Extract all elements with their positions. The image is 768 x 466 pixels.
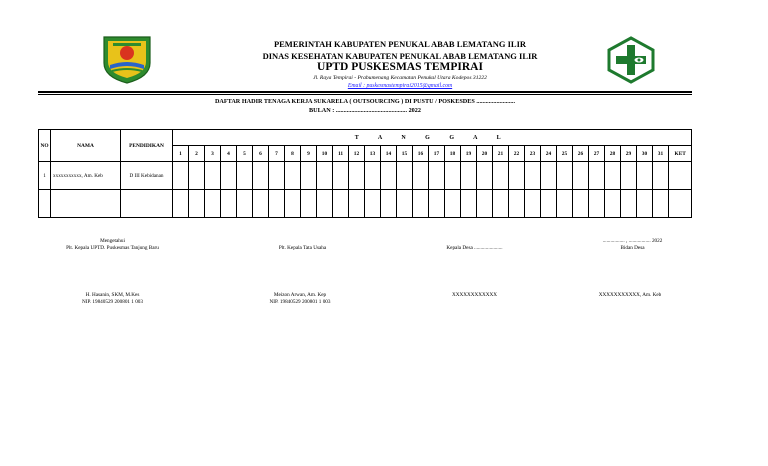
- day-header: 8: [285, 146, 301, 162]
- day-header: 10: [317, 146, 333, 162]
- day-header: 24: [541, 146, 557, 162]
- attendance-cell[interactable]: [653, 190, 669, 218]
- attendance-cell[interactable]: [413, 162, 429, 190]
- column-header-nama: NAMA: [51, 130, 121, 162]
- day-header: 3: [205, 146, 221, 162]
- cell-no: [39, 190, 51, 218]
- attendance-cell[interactable]: [605, 190, 621, 218]
- attendance-cell[interactable]: [301, 190, 317, 218]
- attendance-cell[interactable]: [333, 162, 349, 190]
- attendance-cell[interactable]: [557, 162, 573, 190]
- sig-kepala-uptd-nip: NIP. 19840529 200801 1 003: [82, 299, 143, 305]
- column-header-pendidikan: PENDIDIKAN: [121, 130, 173, 162]
- attendance-cell[interactable]: [317, 162, 333, 190]
- attendance-cell[interactable]: [637, 190, 653, 218]
- attendance-cell[interactable]: [413, 190, 429, 218]
- attendance-cell[interactable]: [237, 162, 253, 190]
- attendance-cell[interactable]: [205, 162, 221, 190]
- header-rule-thin: [38, 94, 692, 95]
- attendance-cell[interactable]: [461, 190, 477, 218]
- header-line-2: DINAS KESEHATAN KABUPATEN PENUKAL ABAB LEMATANG ILIR: [262, 51, 538, 61]
- attendance-cell[interactable]: [205, 190, 221, 218]
- attendance-cell[interactable]: [509, 162, 525, 190]
- sig-kepala-tu-title: Plt. Kepala Tata Usaha: [278, 245, 327, 251]
- day-header: 30: [637, 146, 653, 162]
- day-header: 15: [397, 146, 413, 162]
- attendance-cell[interactable]: [445, 162, 461, 190]
- day-header: 7: [269, 146, 285, 162]
- attendance-cell[interactable]: [429, 190, 445, 218]
- day-header: 11: [333, 146, 349, 162]
- day-header: 16: [413, 146, 429, 162]
- ket-cell[interactable]: [669, 162, 692, 190]
- column-header-no: NO: [39, 130, 51, 162]
- cell-no: 1: [39, 162, 51, 190]
- attendance-cell[interactable]: [605, 162, 621, 190]
- header-address: Jl. Raya Tempirai - Prabumenang Kecamatan Penukal Utara Kodepos 31222: [313, 75, 487, 81]
- attendance-cell[interactable]: [237, 190, 253, 218]
- header-email[interactable]: Email : puskesmastempirai2015@gmail.com: [347, 83, 453, 89]
- attendance-cell[interactable]: [541, 162, 557, 190]
- attendance-cell[interactable]: [525, 190, 541, 218]
- attendance-cell[interactable]: [253, 190, 269, 218]
- attendance-cell[interactable]: [253, 162, 269, 190]
- attendance-cell[interactable]: [493, 190, 509, 218]
- day-header: 12: [349, 146, 365, 162]
- attendance-cell[interactable]: [381, 162, 397, 190]
- day-header: 14: [381, 146, 397, 162]
- attendance-cell[interactable]: [189, 162, 205, 190]
- day-header: 1: [173, 146, 189, 162]
- sig-kepala-uptd-title: Plt. Kepala UPTD. Puskesmas Tanjung Baru: [66, 245, 159, 251]
- attendance-cell[interactable]: [349, 190, 365, 218]
- day-header: 31: [653, 146, 669, 162]
- attendance-cell[interactable]: [317, 190, 333, 218]
- attendance-cell[interactable]: [333, 190, 349, 218]
- sig-kepala-tu-nip: NIP. 19840529 200801 1 003: [269, 299, 331, 305]
- day-header: 29: [621, 146, 637, 162]
- day-header: 6: [253, 146, 269, 162]
- day-header: 2: [189, 146, 205, 162]
- attendance-cell[interactable]: [301, 162, 317, 190]
- attendance-cell[interactable]: [557, 190, 573, 218]
- attendance-cell[interactable]: [381, 190, 397, 218]
- sig-bidan-desa-title: Bidan Desa: [620, 245, 645, 251]
- attendance-table: [38, 129, 692, 218]
- header-line-1: PEMERINTAH KABUPATEN PENUKAL ABAB LEMATANG ILIR: [273, 39, 527, 49]
- attendance-cell[interactable]: [429, 162, 445, 190]
- attendance-cell[interactable]: [269, 190, 285, 218]
- day-header: 23: [525, 146, 541, 162]
- cell-nama: xxxxxxxxxxx, Am. Keb: [51, 162, 121, 190]
- attendance-cell[interactable]: [509, 190, 525, 218]
- attendance-cell[interactable]: [269, 162, 285, 190]
- day-header: 13: [365, 146, 381, 162]
- day-header: 19: [461, 146, 477, 162]
- attendance-cell[interactable]: [189, 190, 205, 218]
- day-header: 20: [477, 146, 493, 162]
- attendance-cell[interactable]: [285, 190, 301, 218]
- attendance-cell[interactable]: [637, 162, 653, 190]
- day-header: 17: [429, 146, 445, 162]
- header-rule: [38, 91, 692, 93]
- day-header: 25: [557, 146, 573, 162]
- document-title: DAFTAR HADIR TENAGA KERJA SUKARELA ( OUTSOURCING ) DI PUSTU / POSKESDES .........................: [214, 98, 516, 105]
- sig-mengetahui: Mengetahui: [100, 238, 125, 244]
- attendance-cell[interactable]: [525, 162, 541, 190]
- attendance-cell[interactable]: [621, 162, 637, 190]
- day-header: 22: [509, 146, 525, 162]
- cell-pendidikan: D III Kebidanan: [121, 162, 173, 190]
- header-line-3: UPTD PUSKESMAS TEMPIRAI: [317, 61, 483, 73]
- sig-date-line: ................. , ................. 2022: [602, 238, 663, 244]
- attendance-cell[interactable]: [541, 190, 557, 218]
- attendance-cell[interactable]: [365, 162, 381, 190]
- day-header: 26: [573, 146, 589, 162]
- day-header: 9: [301, 146, 317, 162]
- table-row: [39, 190, 692, 218]
- day-header: 28: [605, 146, 621, 162]
- attendance-cell[interactable]: [349, 162, 365, 190]
- attendance-cell[interactable]: [477, 190, 493, 218]
- document-month: BULAN : .............................................. 2022: [309, 107, 421, 114]
- attendance-cell[interactable]: [621, 190, 637, 218]
- table-row: [39, 162, 692, 190]
- attendance-cell[interactable]: [365, 190, 381, 218]
- attendance-cell[interactable]: [493, 162, 509, 190]
- attendance-cell[interactable]: [573, 190, 589, 218]
- attendance-cell[interactable]: [573, 162, 589, 190]
- attendance-cell[interactable]: [653, 162, 669, 190]
- health-cross-logo-icon: [605, 36, 657, 84]
- sig-kepala-desa-title: Kepala Desa ......................: [446, 245, 503, 251]
- day-header: 18: [445, 146, 461, 162]
- column-header-tanggal: T A N G G A L: [173, 130, 692, 146]
- attendance-cell[interactable]: [477, 162, 493, 190]
- ket-cell[interactable]: [669, 190, 692, 218]
- day-header: 27: [589, 146, 605, 162]
- attendance-cell[interactable]: [221, 162, 237, 190]
- attendance-cell[interactable]: [285, 162, 301, 190]
- attendance-cell[interactable]: [221, 190, 237, 218]
- attendance-cell[interactable]: [173, 190, 189, 218]
- cell-nama: [51, 190, 121, 218]
- attendance-cell[interactable]: [173, 162, 189, 190]
- day-header: 5: [237, 146, 253, 162]
- day-header: 21: [493, 146, 509, 162]
- column-header-ket: KET: [669, 146, 692, 162]
- sig-kepala-uptd-name: H. Hasanin, SKM, M.Kes: [85, 292, 140, 298]
- sig-kepala-desa-name: XXXXXXXXXXXX: [452, 292, 497, 298]
- attendance-cell[interactable]: [461, 162, 477, 190]
- sig-kepala-tu-name: Meizon Arwan, Am. Kep: [273, 292, 327, 298]
- day-header: 4: [221, 146, 237, 162]
- sig-bidan-desa-name: XXXXXXXXXXX, Am. Keb: [598, 292, 662, 298]
- cell-pendidikan: [121, 190, 173, 218]
- regency-emblem-icon: [98, 33, 156, 85]
- attendance-cell[interactable]: [397, 190, 413, 218]
- attendance-cell[interactable]: [445, 190, 461, 218]
- attendance-cell[interactable]: [589, 162, 605, 190]
- attendance-cell[interactable]: [589, 190, 605, 218]
- attendance-cell[interactable]: [397, 162, 413, 190]
